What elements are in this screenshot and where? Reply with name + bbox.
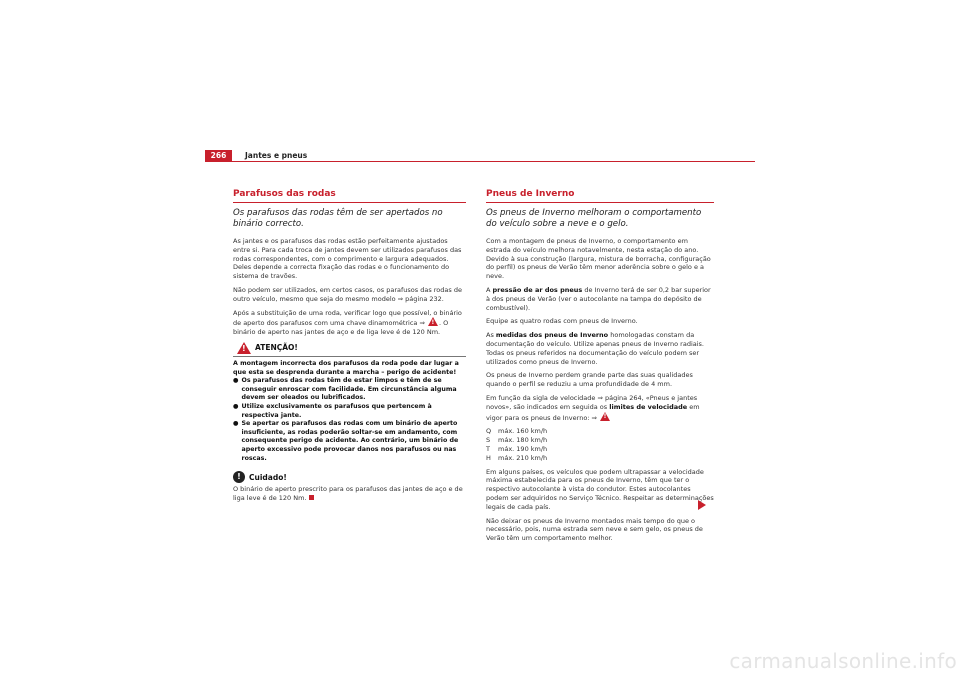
paragraph: [486, 286, 714, 312]
text: Em função da sigla de velocidade ⇒ página 264, «Pneus e jantes novos», são indicados em seguida os: [486, 393, 698, 411]
text: em vigor para os pneus de Inverno: ⇒: [486, 402, 700, 422]
section-title-wheel-bolts: Parafusos das rodas: [233, 189, 336, 199]
header-rule: [205, 161, 755, 162]
speed-code: S: [486, 436, 491, 445]
section-title-winter-tyres: Pneus de Inverno: [486, 189, 575, 199]
warning-triangle-icon[interactable]: [600, 412, 610, 421]
text: de Inverno terá de ser 0,2 bar superior à dos pneus de Verão (ver o autocolante na tampa do depósito de combustível).: [486, 285, 711, 312]
speed-row: [486, 454, 714, 463]
section-subtitle: Os pneus de Inverno melhoram o comportamento do veículo sobre a neve e o gelo.: [486, 208, 702, 229]
bold-term: pressão de ar dos pneus: [492, 285, 583, 294]
paragraph: [486, 331, 714, 366]
bold-term: medidas dos pneus de Inverno: [495, 331, 609, 340]
bold-term: limites de velocidade: [609, 402, 688, 411]
page-number: 266: [205, 150, 232, 162]
warning-item: [233, 420, 466, 463]
warning-triangle-icon[interactable]: [428, 317, 438, 326]
speed-value: máx. 210 km/h: [498, 453, 548, 462]
caution-text-body: O binário de aperto prescrito para os parafusos das jantes de aço e de liga leve é de 120 Nm.: [233, 485, 463, 502]
section-rule: [486, 202, 714, 203]
left-column: [233, 189, 466, 508]
caution-title: Cuidado!: [249, 472, 287, 482]
paragraph: Em alguns países, os veículos que podem ultrapassar a velocidade máxima estabelecida para os pneus de Inverno, têm que ter o respectivo autocolante à vista do condutor. Estes autocolantes podem ser adquiridos no Serviço Técnico. Respeitar as determinações legais de cada país.: [486, 467, 714, 511]
warning-item: [233, 377, 466, 403]
paragraph: Não deixar os pneus de Inverno montados mais tempo do que o necessário, pois, numa estrada sem neve e sem gelo, os pneus de Verão têm um comportamento melhor.: [486, 516, 703, 543]
speed-value: máx. 190 km/h: [498, 444, 548, 453]
warning-triangle-icon: [237, 342, 251, 354]
chapter-title: Jantes e pneus: [245, 151, 308, 160]
paragraph: [233, 309, 466, 337]
caution-header: [233, 471, 466, 483]
warning-header: [233, 342, 466, 354]
speed-code: T: [486, 444, 490, 453]
speed-row: [486, 445, 714, 454]
warning-item-text: Se apertar os parafusos das rodas com um binário de aperto insuficiente, as rodas poderão soltar-se em andamento, com consequente perigo de acidente. Ao contrário, um binário de aperto excessivo pode provocar danos nos parafusos ou nas roscas.: [241, 420, 459, 462]
paragraph: Equipe as quatro rodas com pneus de Inverno.: [486, 317, 638, 326]
end-of-section-icon: [309, 495, 314, 500]
speed-row: [486, 436, 714, 445]
paragraph-text: . O binário de aperto nas jantes de aço e de liga leve é de 120 Nm.: [233, 319, 449, 337]
bullet-icon: ●: [233, 402, 239, 410]
text: homologadas constam da documentação do veículo. Utilize apenas pneus de Inverno radiais. Todas os pneus referidos na documentação do veículo podem ser utilizados como pneus de Inverno.: [486, 331, 704, 366]
speed-value: máx. 180 km/h: [498, 436, 548, 445]
speed-code: Q: [486, 427, 492, 436]
warning-intro: A montagem incorrecta dos parafusos da roda pode dar lugar a que esta se desprenda durante a marcha – perigo de acidente!: [233, 359, 459, 376]
exclamation-circle-icon: !: [233, 471, 245, 483]
section-subtitle: Os parafusos das rodas têm de ser apertados no binário correcto.: [233, 208, 443, 229]
paragraph: [486, 394, 714, 422]
paragraph-text: Após a substituição de uma roda, verificar logo que possível, o binário de aperto dos parafusos com uma chave dinamométrica ⇒: [233, 308, 462, 328]
warning-box: [233, 342, 466, 463]
page-header: [205, 150, 755, 162]
warning-item: [233, 403, 466, 420]
paragraph: Não podem ser utilizados, em certos casos, os parafusos das rodas de outro veículo, mesmo que seja do mesmo modelo ⇒ página 232.: [233, 285, 462, 303]
right-column: [486, 189, 714, 548]
warning-rule: [233, 356, 466, 357]
speed-code: H: [486, 453, 491, 462]
paragraph: Os pneus de Inverno perdem grande parte das suas qualidades quando o perfil se reduziu a uma profundidade de 4 mm.: [486, 371, 693, 389]
section-rule: [233, 202, 466, 203]
warning-item-text: Utilize exclusivamente os parafusos que pertencem à respectiva jante.: [241, 402, 432, 419]
warning-text: [233, 360, 466, 463]
speed-value: máx. 160 km/h: [498, 427, 548, 436]
caution-text: [233, 485, 466, 503]
bullet-icon: ●: [233, 377, 239, 385]
text: A: [486, 285, 493, 294]
paragraph: Com a montagem de pneus de Inverno, o comportamento em estrada do veículo melhora notavelmente, nesta estação do ano. Devido à sua construção (largura, mistura de borracha, configuração do perfil) os pneus de Verão têm menor aderência sobre o gelo e a neve.: [486, 237, 711, 281]
text: As: [486, 331, 496, 340]
watermark-logo: carmanualsonline.info: [729, 649, 957, 673]
continue-arrow-icon[interactable]: [698, 500, 706, 510]
paragraph: As jantes e os parafusos das rodas estão perfeitamente ajustados entre si. Para cada troca de jantes devem ser utilizados parafusos das rodas correspondentes, com o comprimento e largura adequados. Deles depende a correcta fixação das rodas e o funcionamento do sistema de travões.: [233, 237, 462, 281]
warning-title: ATENÇÃO!: [255, 343, 298, 353]
warning-item-text: Os parafusos das rodas têm de estar limpos e têm de se conseguir enroscar com facilidade. Em circunstância alguma devem ser oleados ou lubrificados.: [241, 377, 457, 402]
speed-limit-list: [486, 427, 714, 462]
bullet-icon: ●: [233, 420, 239, 428]
speed-row: [486, 427, 714, 436]
